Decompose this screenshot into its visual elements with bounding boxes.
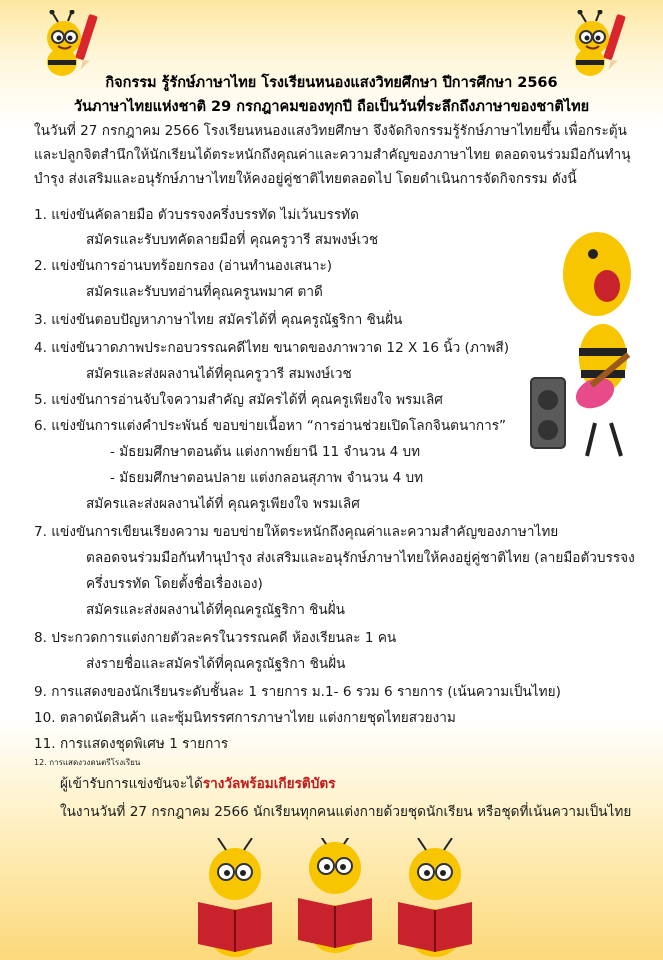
list-item-detail: ส่งรายชื่อและสมัครได้ที่คุณครูณัฐริกา ชินฝั่น bbox=[86, 656, 346, 672]
list-item: 1. แข่งขันคัดลายมือ ตัวบรรจงครึ่งบรรทัด ไม่เว้นบรรทัด bbox=[34, 207, 359, 223]
list-item: 6. แข่งขันการแต่งคำประพันธ์ ขอบข่ายเนื้อหา “การอ่านช่วยเปิดโลกจินตนาการ” bbox=[34, 418, 507, 434]
bee-pencil-icon bbox=[566, 10, 636, 82]
list-item: 4. แข่งขันวาดภาพประกอบวรรณคดีไทย ขนาดของภาพวาด 12 X 16 นิ้ว (ภาพสี) bbox=[34, 340, 510, 356]
list-item-detail: สมัครและส่งผลงานได้ที่คุณครูวารี สมพงษ์เวช bbox=[86, 366, 352, 382]
closing-line: ในงานวันที่ 27 กรกฎาคม 2566 นักเรียนทุกคนแต่งกายด้วยชุดนักเรียน หรือชุดที่เน้นความเป็นไทย bbox=[60, 804, 632, 820]
intro-line: ในวันที่ 27 กรกฎาคม 2566 โรงเรียนหนองแสงวิทยศึกษา จึงจัดกิจกรรมรู้รักษ์ภาษาไทยขึ้น เพื่อกระตุ้น bbox=[34, 123, 627, 139]
list-item-detail: สมัครและส่งผลงานได้ที่ คุณครูเพียงใจ พรมเลิศ bbox=[86, 496, 360, 512]
list-item: 3. แข่งขันตอบปัญหาภาษาไทย สมัครได้ที่ คุณครูณัฐริกา ชินฝั่น bbox=[34, 312, 403, 328]
list-item: 9. การแสดงของนักเรียนระดับชั้นละ 1 รายการ ม.1- 6 รวม 6 รายการ (เน้นความเป็นไทย) bbox=[34, 684, 561, 700]
list-item-detail: สมัครและส่งผลงานได้ที่คุณครูณัฐริกา ชินฝั่น bbox=[86, 602, 345, 618]
list-item: 8. ประกวดการแต่งกายตัวละครในวรรณคดี ห้องเรียนละ 1 คน bbox=[34, 630, 397, 646]
bee-pencil-icon bbox=[38, 10, 108, 82]
intro-line: บำรุง ส่งเสริมและอนุรักษ์ภาษาไทยให้คงอยู่คู่ชาติไทยตลอดไป โดยดำเนินการจัดกิจกรรม ดังนี้ bbox=[34, 171, 577, 187]
bee-reading-icon bbox=[190, 838, 480, 960]
list-item: 2. แข่งขันการอ่านบทร้อยกรอง (อ่านทำนองเสนาะ) bbox=[34, 258, 333, 274]
award-line bbox=[60, 774, 663, 794]
list-item-detail: - มัธยมศึกษาตอนต้น แต่งกาพย์ยานี 11 จำนวน 4 บท bbox=[110, 444, 421, 460]
list-item: 5. แข่งขันการอ่านจับใจความสำคัญ สมัครได้ที่ คุณครูเพียงใจ พรมเลิศ bbox=[34, 392, 443, 408]
list-item: 10. ตลาดนัดสินค้า และซุ้มนิทรรศการภาษาไทย แต่งกายชุดไทยสวยงาม bbox=[34, 710, 456, 726]
list-item-detail: สมัครและรับบทอ่านที่คุณครูนพมาศ ตาดี bbox=[86, 284, 323, 300]
list-item: 12. การแสดงวงดนตรีโรงเรียน bbox=[34, 758, 141, 767]
list-item-detail: สมัครและรับบทคัดลายมือที่ คุณครูวารี สมพงษ์เวช bbox=[86, 232, 379, 248]
list-item-detail: - มัธยมศึกษาตอนปลาย แต่งกลอนสุภาพ จำนวน 4 บท bbox=[110, 470, 424, 486]
intro-line: และปลูกจิตสำนึกให้นักเรียนได้ตระหนักถึงคุณค่าและความสำคัญของภาษาไทย ตลอดจนร่วมมือกันทำนุ bbox=[34, 147, 631, 163]
list-item: 11. การแสดงชุดพิเศษ 1 รายการ bbox=[34, 736, 229, 752]
list-item-detail: ครึ่งบรรทัด โดยตั้งชื่อเรื่องเอง) bbox=[86, 576, 263, 592]
list-item-detail: ตลอดจนร่วมมือกันทำนุบำรุง ส่งเสริมและอนุรักษ์ภาษาไทยให้คงอยู่คู่ชาติไทย (ลายมือตัวบรรจง bbox=[86, 550, 635, 566]
award-highlight: รางวัลพร้อมเกียรติบัตร bbox=[202, 776, 336, 792]
page-title: กิจกรรม รู้รักษ์ภาษาไทย โรงเรียนหนองแสงวิทยศึกษา ปีการศึกษา 2566 bbox=[105, 75, 558, 91]
list-item: 7. แข่งขันการเขียนเรียงความ ขอบข่ายให้ตระหนักถึงคุณค่าและความสำคัญของภาษาไทย bbox=[34, 524, 559, 540]
page-subtitle: วันภาษาไทยแห่งชาติ 29 กรกฎาคมของทุกปี ถือเป็นวันที่ระลึกถึงภาษาของชาติไทย bbox=[73, 99, 590, 115]
award-prefix: ผู้เข้ารับการแข่งขันจะได้ bbox=[60, 776, 203, 792]
